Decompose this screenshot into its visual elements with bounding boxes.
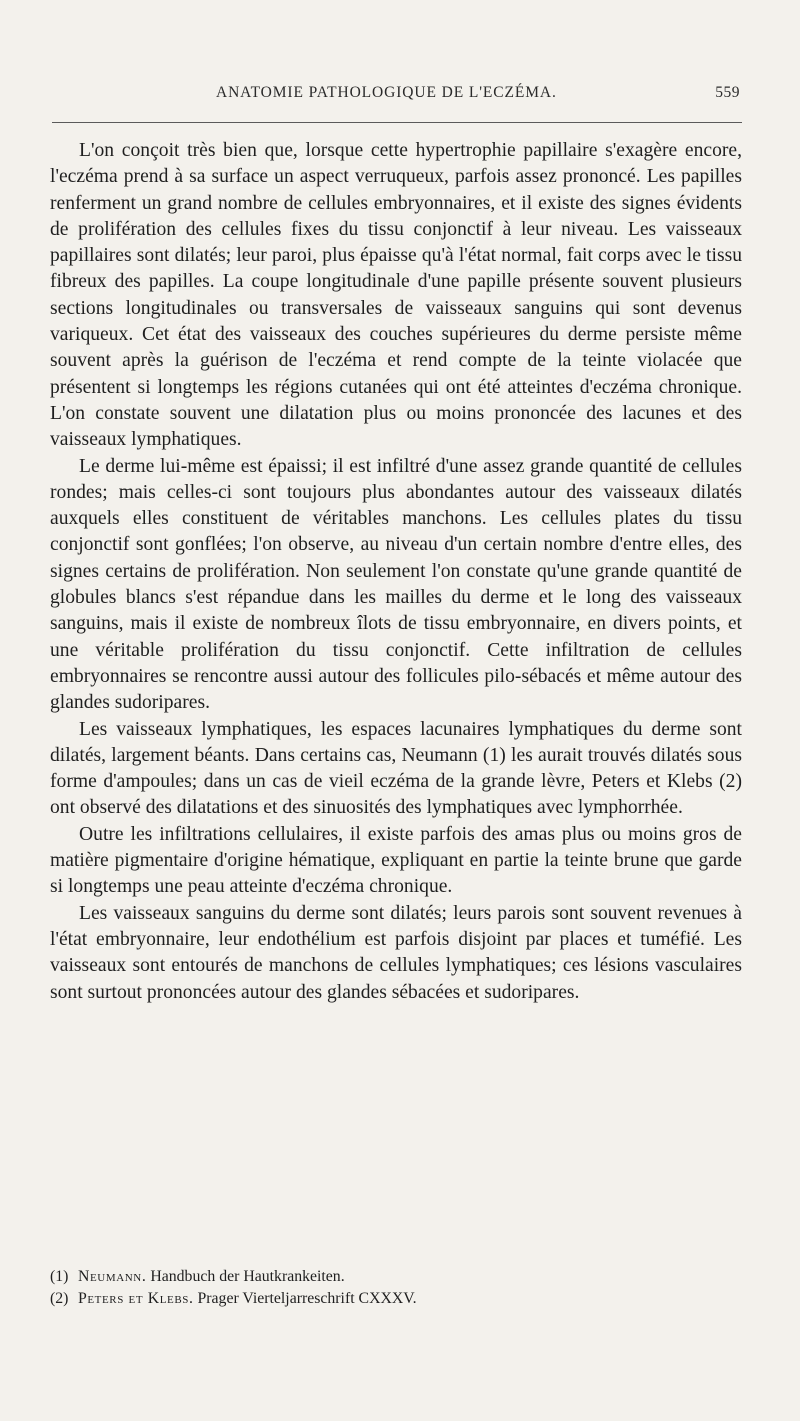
footnote-1	[50, 1266, 742, 1288]
paragraph-1: L'on conçoit très bien que, lorsque cette hypertrophie papillaire s'exagère encore, l'eczéma prend à sa surface un aspect verruqueux, parfois assez prononcé. Les papilles renferment un grand nombre de cellules embryonnaires, et il existe des signes évidents de prolifération des cellules fixes du tissu conjonctif à leur niveau. Les vaisseaux papillaires sont dilatés; leur paroi, plus épaisse qu'à l'état normal, fait corps avec le tissu fibreux des papilles. La coupe longitudinale d'une papille présente souvent plusieurs sections longitudinales ou transversales de vaisseaux sanguins qui sont devenus variqueux. Cet état des vaisseaux des couches supérieures du derme persiste même souvent après la guérison de l'eczéma et rend compte de la teinte violacée que présentent si longtemps les régions cutanées qui ont été atteintes d'eczéma chronique. L'on constate souvent une dilatation plus ou moins prononcée des lacunes et des vaisseaux lymphatiques.	[50, 140, 742, 451]
page-number: 559	[715, 84, 740, 101]
paragraph-5: Les vaisseaux sanguins du derme sont dilatés; leurs parois sont souvent revenues à l'état embryonnaire, leur endothélium est parfois disjoint par places et tuméfié. Les vaisseaux sont entourés de manchons de cellules lymphatiques; ces lésions vasculaires sont surtout prononcées autour des glandes sébacées et sudoripares.	[50, 902, 742, 1003]
paragraph-4: Outre les infiltrations cellulaires, il existe parfois des amas plus ou moins gros de matière pigmentaire d'origine hématique, expliquant en partie la teinte brune que garde si longtemps une peau atteinte d'eczéma chronique.	[50, 823, 742, 898]
footnote-author: Peters et Klebs.	[77, 1289, 194, 1307]
header-rule	[52, 122, 742, 123]
paragraph-2: Le derme lui-même est épaissi; il est infiltré d'une assez grande quantité de cellules rondes; mais celles-ci sont toujours plus abondantes autour des vaisseaux dilatés auxquels elles constituent de véritables manchons. Les cellules plates du tissu conjonctif sont gonflées; l'on observe, au niveau d'un certain nombre d'entre elles, des signes certains de prolifération. Non seulement l'on constate qu'une grande quantité de globules blancs s'est répandue dans les mailles du derme et le long des vaisseaux sanguins, mais il existe de nombreux îlots de tissu embryonnaire, en divers points, et une véritable prolifération du tissu conjonctif. Cette infiltration de cellules embryonnaires se rencontre aussi autour des follicules pilo-sébacés et même autour des glandes sudoripares.	[50, 455, 742, 714]
footnote-marker: (1)	[50, 1268, 69, 1285]
running-head	[50, 84, 740, 108]
footnotes	[50, 1266, 742, 1309]
footnote-text: Prager Vierteljarreschrift CXXXV.	[197, 1289, 417, 1307]
running-title: ANATOMIE PATHOLOGIQUE DE L'ECZÉMA.	[216, 84, 557, 101]
footnote-text: Handbuch der Hautkrankeiten.	[150, 1268, 345, 1285]
footnote-marker: (2)	[50, 1289, 69, 1307]
body-text	[50, 138, 742, 1006]
footnote-author: Neumann.	[77, 1268, 147, 1285]
footnote-2	[50, 1288, 742, 1310]
paragraph-3: Les vaisseaux lymphatiques, les espaces lacunaires lymphatiques du derme sont dilatés, largement béants. Dans certains cas, Neumann (1) les aurait trouvés dilatés sous forme d'ampoules; dans un cas de vieil eczéma de la grande lèvre, Peters et Klebs (2) ont observé des dilatations et des sinuosités des lymphatiques avec lymphorrhée.	[50, 718, 742, 819]
